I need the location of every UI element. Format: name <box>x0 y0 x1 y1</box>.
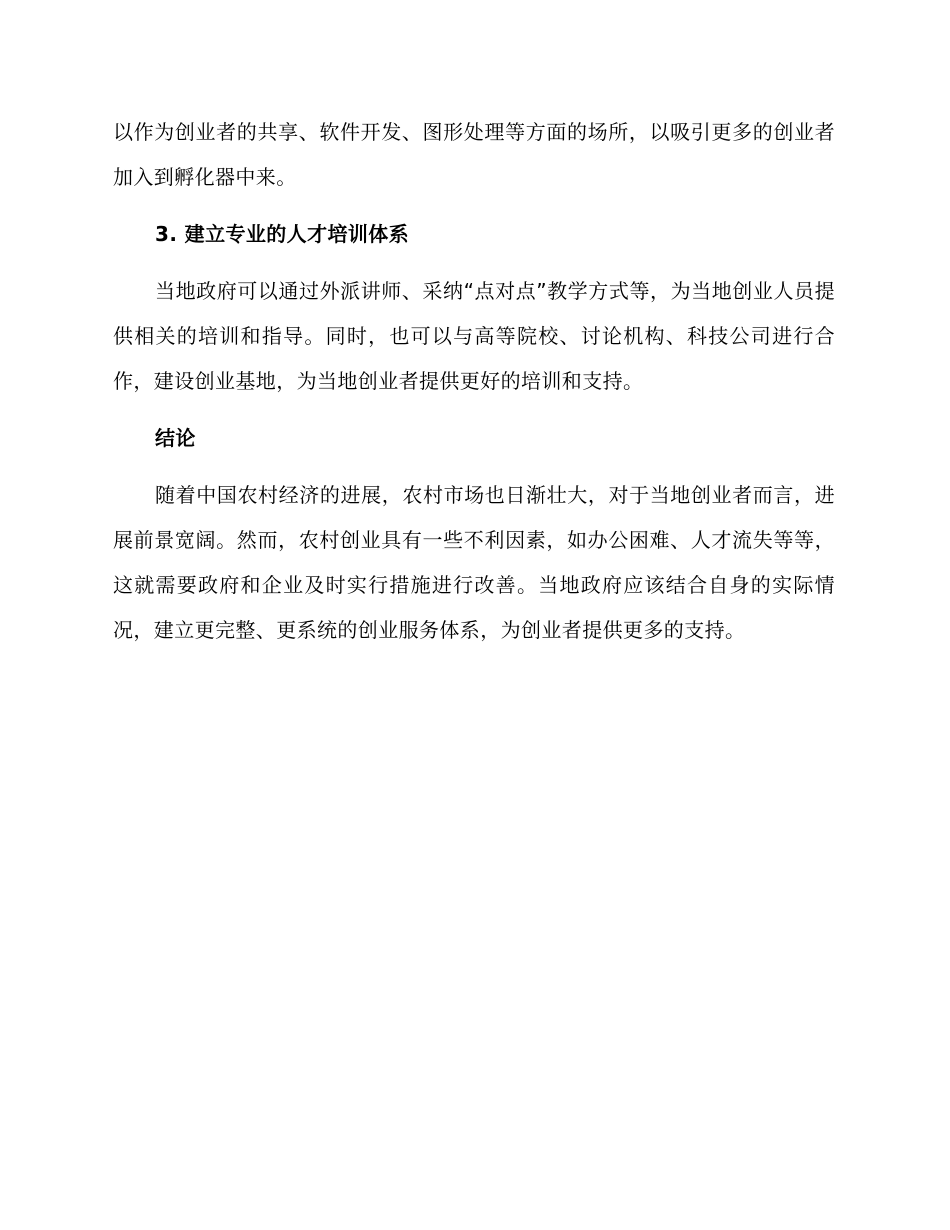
intro-paragraph: 以作为创业者的共享、软件开发、图形处理等方面的场所，以吸引更多的创业者加入到孵化器中来。 <box>113 120 835 189</box>
training-paragraph: 当地政府可以通过外派讲师、采纳“点对点”教学方式等，为当地创业人员提供相关的培训和指导。同时，也可以与高等院校、讨论机构、科技公司进行合作，建设创业基地，为当地创业者提供更好的培训和支持。 <box>113 279 835 393</box>
document-body <box>113 110 835 653</box>
section-heading-training: 3. 建立专业的人才培训体系 <box>155 222 410 246</box>
section-heading-conclusion: 结论 <box>155 426 196 450</box>
conclusion-paragraph: 随着中国农村经济的进展，农村市场也日渐壮大，对于当地创业者而言，进展前景宽阔。然而，农村创业具有一些不利因素，如办公困难、人才流失等等，这就需要政府和企业及时实行措施进行改善。当地政府应该结合自身的实际情况，建立更完整、更系统的创业服务体系，为创业者提供更多的支持。 <box>113 483 835 642</box>
